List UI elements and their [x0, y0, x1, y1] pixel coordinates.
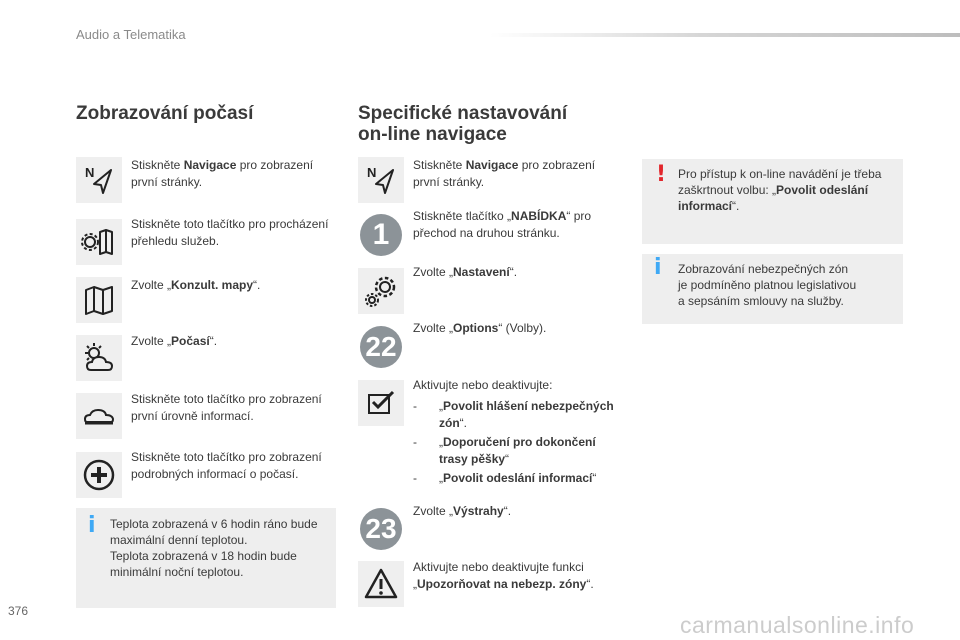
info-line: maximální denní teplotou. — [110, 533, 248, 547]
svg-text:N: N — [85, 165, 95, 180]
weather-section-title: Zobrazování počasí — [76, 103, 254, 124]
option-list-item: - „Doporučení pro dokončení trasy pěšky“ — [413, 435, 596, 466]
middle-step-2-text: Stiskněte tlačítko „NABÍDKA“ pro přechod na druhou stránku. — [413, 209, 592, 240]
map-icon — [76, 277, 122, 323]
section-title: Audio a Telematika — [76, 27, 186, 42]
info-line: minimální noční teplotou. — [110, 565, 244, 579]
step-number-badge: 1 — [360, 214, 402, 256]
step-number-badge: 22 — [360, 326, 402, 368]
temperature-info-box — [76, 508, 336, 608]
middle-step-1-text: Stiskněte Navigace pro zobrazení první stránky. — [413, 158, 596, 189]
info-line: Zobrazování nebezpečných zón — [678, 262, 849, 276]
middle-step-5-text: Aktivujte nebo deaktivujte: - „Povolit hlášení nebezpečných zón“. - „Doporučení pro dokončení trasy pěšky“ - „Povolit odeslání informací“ — [413, 377, 623, 487]
info-line: Teplota zobrazená v 18 hodin bude — [110, 549, 297, 563]
info-line: a sepsáním smlouvy na služby. — [678, 294, 844, 308]
header-divider — [490, 33, 960, 37]
left-step-5-text: Stiskněte toto tlačítko pro zobrazení první úrovně informací. — [131, 392, 322, 423]
svg-text:N: N — [367, 165, 377, 180]
step-number-badge: 23 — [360, 508, 402, 550]
info-icon: i — [88, 513, 96, 538]
settings-gears-icon — [358, 268, 404, 314]
weather-icon — [76, 335, 122, 381]
middle-step-6-text: Zvolte „Výstrahy“. — [413, 504, 512, 518]
option-list-item: - „Povolit odeslání informací“ — [413, 471, 597, 485]
left-step-2-text: Stiskněte toto tlačítko pro procházení přehledu služeb. — [131, 217, 329, 248]
plus-icon — [76, 452, 122, 498]
online-nav-section-title: Specifické nastavování on-line navigace — [358, 103, 568, 145]
navigation-arrow-icon — [358, 157, 404, 203]
warning-triangle-icon — [358, 561, 404, 607]
checkbox-icon — [358, 380, 404, 426]
navigation-arrow-icon — [76, 157, 122, 203]
page-number: 376 — [8, 604, 29, 618]
left-step-1-text: Stiskněte Navigace pro zobrazení první stránky. — [131, 158, 314, 189]
online-access-warning-box: ! Pro přístup k on-line navádění je třeba zaškrtnout volbu: „Povolit odeslání informací“. — [642, 159, 903, 244]
left-step-4-text: Zvolte „Počasí“. — [131, 334, 218, 348]
exclamation-icon: ! — [656, 162, 667, 187]
watermark: carmanualsonline.info — [680, 612, 915, 638]
left-step-3-text: Zvolte „Konzult. mapy“. — [131, 278, 261, 292]
info-line: Teplota zobrazená v 6 hodin ráno bude — [110, 517, 318, 531]
middle-step-3-text: Zvolte „Nastavení“. — [413, 265, 518, 279]
hazard-zones-info-box — [642, 254, 903, 324]
info-line: je podmíněno platnou legislativou — [678, 278, 857, 292]
left-step-6-text: Stiskněte toto tlačítko pro zobrazení podrobných informací o počasí. — [131, 450, 322, 481]
cloud-icon — [76, 393, 122, 439]
option-list-item: - „Povolit hlášení nebezpečných zón“. — [413, 399, 614, 430]
middle-step-4-text: Zvolte „Options“ (Volby). — [413, 321, 547, 335]
services-gear-map-icon — [76, 219, 122, 265]
middle-step-7-text: Aktivujte nebo deaktivujte funkci „Upozorňovat na nebezp. zóny“. — [413, 560, 594, 591]
info-icon: i — [654, 255, 662, 280]
